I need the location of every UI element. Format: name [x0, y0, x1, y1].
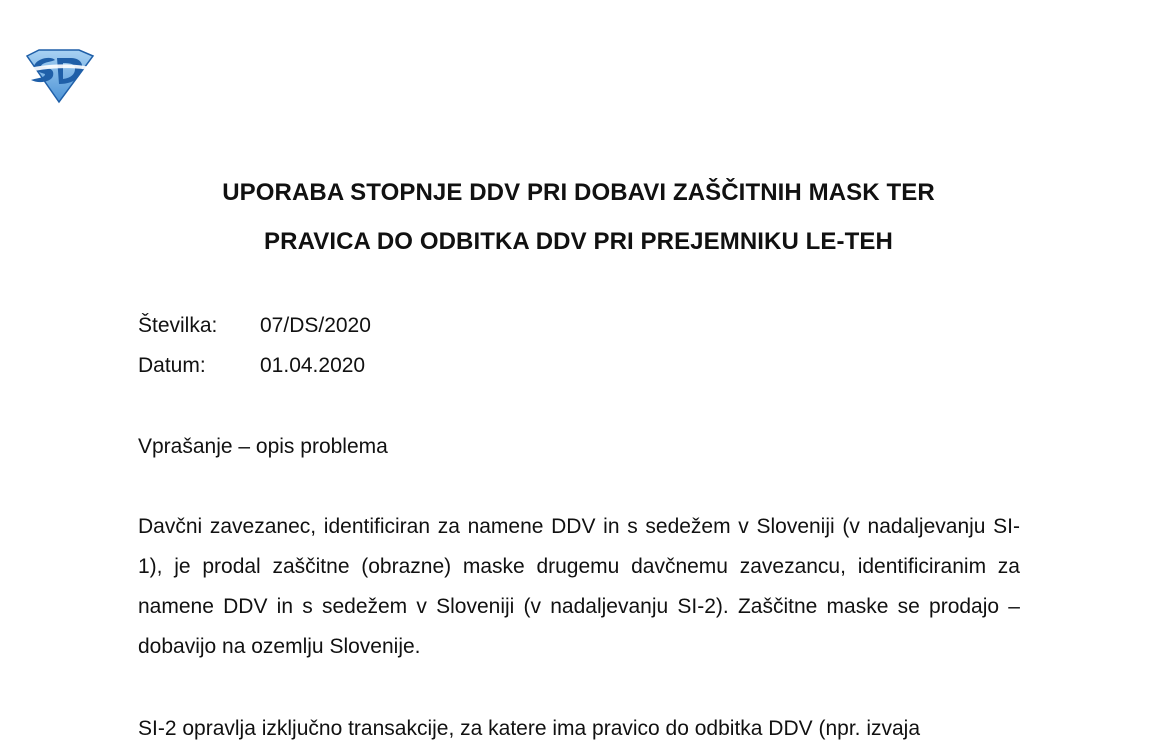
document-number-row [138, 314, 371, 338]
document-title-line-2: PRAVICA DO ODBITKA DDV PRI PREJEMNIKU LE-TEH [264, 228, 893, 255]
body-paragraph: SI-2 opravlja izključno transakcije, za katere ima pravico do odbitka DDV (npr. izvaja [138, 717, 921, 740]
sd-shield-logo-icon [21, 48, 95, 104]
document-title-line-1: UPORABA STOPNJE DDV PRI DOBAVI ZAŠČITNIH MASK TER [222, 179, 935, 206]
section-heading: Vprašanje – opis problema [138, 435, 388, 458]
document-number-value: 07/DS/2020 [260, 314, 371, 337]
document-number-label: Številka: [138, 314, 218, 337]
body-paragraph: Davčni zavezanec, identificiran za namene DDV in s sedežem v Sloveniji (v nadaljevanju SI-1), je prodal zaščitne (obrazne) maske drugemu davčnemu zavezancu, identificiranim za namene DDV in s sedežem v Sloveniji (v nadaljevanju SI-2). Zaščitne maske se prodajo – dobavijo na ozemlju Slovenije. [138, 515, 1020, 658]
document-date-value: 01.04.2020 [260, 354, 366, 377]
document-date-row [138, 354, 365, 378]
document-date-label: Datum: [138, 354, 206, 377]
